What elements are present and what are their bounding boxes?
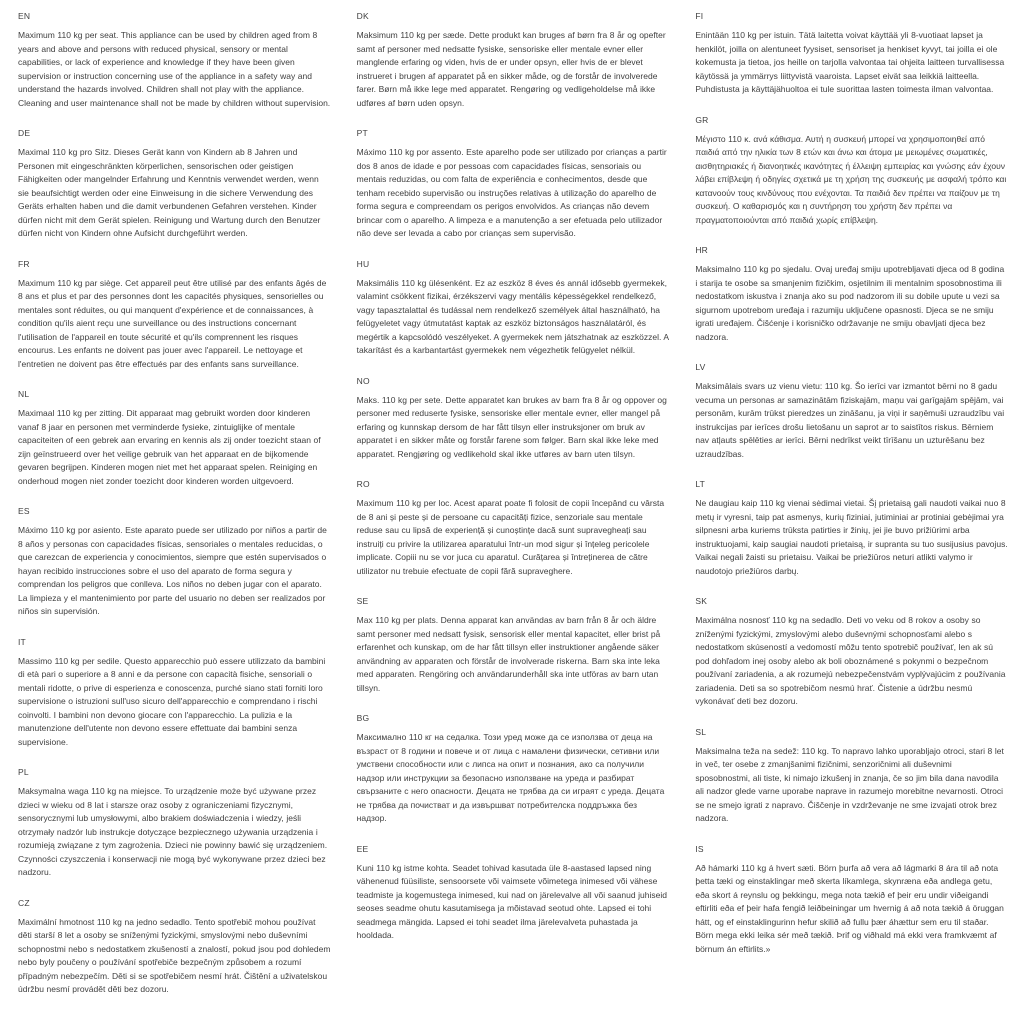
language-text: Máximo 110 kg por asiento. Este aparato puede ser utilizado por niños a partir de 8 años y personas con capacidades físicas, sensoriales o mentales reducidas, o que carezcan de experiencia y conocimientos, siempre que estén supervisados o hayan recibido instrucciones sobre el uso del aparato de forma segura y comprendan los peligros que conlleva. Los niños no deben jugar con el aparato. La limpieza y el mantenimiento por parte del usuario no deben ser realizados por niños sin supervisión. (18, 525, 327, 616)
language-text: Maximálna nosnosť 110 kg na sedadlo. Deti vo veku od 8 rokov a osoby so zníženými fyzickými, zmyslovými alebo duševnými schopnosťami alebo s nedostatkom skúseností a vedomostí môžu tento spotrebič používať, len ak sú pod dohľadom inej osoby alebo ak boli oboznámené s pokynmi o bezpečnom používaní zariadenia, a ak rozumejú nebezpečenstvám vyplývajúcim z používania zariadenia. Deti sa so spotrebičom nesmú hrať. Čistenie a údržbu nesmú vykonávať deti bez dozoru. (695, 615, 1006, 706)
lang-section-ee (357, 843, 670, 943)
lang-section-sl (695, 726, 1008, 826)
language-code: SK (695, 596, 708, 606)
language-text: Maximum 110 kg per loc. Acest aparat poate fi folosit de copii începând cu vârsta de 8 ani și peste și de persoane cu capacități fizice, senzoriale sau mentale reduse sau cu lipsă de experiență și cunoștințe dacă sunt supravegheați sau instruiți cu privire la utilizarea aparatului într-un mod sigur și înțeleg pericolele implicate. Copiii nu se vor juca cu aparatul. Curățarea și întreținerea de către utilizator nu trebuie efectuate de copii fără supraveghere. (356, 498, 665, 576)
language-text: Maksimalno 110 kg po sjedalu. Ovaj uređaj smiju upotrebljavati djeca od 8 godina i starija te osobe sa smanjenim fizičkim, osjetilnim ili mentalnim sposobnostima ili nedostatkom iskustva i znanja ako su pod nadzorom ili su dobile upute u vezi sa sigurnom upotrebom uređaja i razumiju uključene opasnosti. Djeca se ne smiju igrati uređajem. Čišćenje i korisničko održavanje ne smiju obavljati djeca bez nadzora. (695, 264, 1005, 342)
lang-section-is (695, 843, 1008, 957)
language-code: CZ (18, 897, 30, 908)
language-code: DK (356, 11, 369, 21)
lang-section-ro (357, 478, 670, 578)
language-code: BG (356, 713, 370, 723)
lang-section-se (357, 595, 670, 695)
lang-section-de (18, 127, 331, 241)
language-text: Μέγιστο 110 κ. ανά κάθισμα. Αυτή η συσκευή μπορεί να χρησιμοποιηθεί από παιδιά από την ηλικία των 8 ετών και άνω και άτομα με μειωμένες σωματικές, αισθητηριακές ή διανοητικές ικανότητες ή έλλειψη εμπειρίας και γνώσης εάν έχουν λάβει επίβλεψη ή οδηγίες σχετικά με τη χρήση της συσκευής με ασφαλή τρόπο και κατανοούν τους κινδύνους που ενέχονται. Τα παιδιά δεν πρέπει να παίζουν με τη συσκευή. Ο καθαρισμός και η συντήρηση του χρήστη δεν πρέπει να πραγματοποιούνται από παιδιά χωρίς επίβλεψη. (695, 133, 1007, 225)
language-code: PT (356, 128, 368, 138)
language-code: SL (695, 726, 707, 737)
language-text: Massimo 110 kg per sedile. Questo apparecchio può essere utilizzato da bambini di età pari o superiore a 8 anni e da persone con capacità fisiche, sensoriali o mentali ridotte, o prive di esperienza e conoscenza, purché siano stati forniti loro supervisione o istruzioni sull'uso sicuro dell'apparecchio e comprendano i rischi coinvolti. I bambini non devono giocare con l'apparecchio. La pulizia e la manutenzione dell'utente non devono essere effettuate dai bambini senza supervisione. (18, 655, 326, 747)
language-code: ES (18, 506, 30, 516)
lang-section-no (357, 375, 670, 462)
lang-section-lt (695, 478, 1008, 578)
language-code: IT (18, 636, 26, 647)
language-code: DE (18, 128, 31, 138)
language-text: Máximo 110 kg por assento. Este aparelho pode ser utilizado por crianças a partir dos 8 anos de idade e por pessoas com capacidades físicas, sensoriais ou mentais reduzidas, ou com falta de experiência e conhecimentos, desde que tenham recebido supervisão ou instruções relativas à utilização do aparelho de forma segura e compreendam os perigos envolvidos. As crianças não devem brincar com o aparelho. A limpeza e a manutenção a ser efetuada pelo utilizador não deve ser levada a cabo por crianças sem supervisão. (356, 147, 667, 238)
lang-section-cz (18, 897, 331, 997)
language-text: Maximum 110 kg par siège. Cet appareil peut être utilisé par des enfants âgés de 8 ans et plus et par des personnes dont les capacités physiques, sensorielles ou mentales sont réduites, ou qui manquent d'expérience et de connaissances, à condition qu'ils aient reçu une surveillance ou des instructions concernant l'utilisation de l'appareil en toute sécurité et qu'ils comprennent les risques encourus. Les enfants ne doivent pas jouer avec l'appareil. Le nettoyage et l'entretien ne doivent pas être effectués par des enfants sans surveillance. (18, 277, 327, 369)
language-code: FI (695, 11, 704, 21)
column-1 (18, 10, 331, 1014)
language-text: Максимално 110 кг на седалка. Този уред може да се използва от деца на възраст от 8 години и повече и от лица с намалени физически, сетивни или умствени способности или с липса на опит и познания, ако са получили надзор или инструкции за безопасно използване на уреда и разбират свързаните с него опасности. Децата не трябва да си играят с уреда. Децата не трябва да почистват и да извършват потребителска поддръжка без надзор. (356, 732, 665, 823)
column-2 (357, 10, 670, 1014)
language-code: NO (356, 375, 370, 386)
lang-section-lv (695, 361, 1008, 461)
language-code: FR (18, 258, 30, 269)
lang-section-dk (357, 10, 670, 110)
language-code: NL (18, 389, 30, 399)
language-text: Ne daugiau kaip 110 kg vienai sėdimai vietai. Šį prietaisą gali naudoti vaikai nuo 8 metų ir vyresni, taip pat asmenys, kurių fiziniai, jutiminiai ar protiniai gebėjimai yra silpnesni arba kuriems trūksta patirties ir žinių, jei jie buvo prižiūrimi arba instruktuojami, kaip saugiai naudoti prietaisą, ir supranta su tuo susijusius pavojus. Vaikai negali žaisti su prietaisu. Vaikai be priežiūros neturi atlikti valymo ir naudotojo priežiūros darbų. (695, 498, 1008, 576)
lang-section-hu (357, 258, 670, 358)
language-text: Kuni 110 kg istme kohta. Seadet tohivad kasutada üle 8-aastased lapsed ning vähenenud füüsiliste, sensoorsete või vaimsete võimetega inimesed või vähese teadmiste ja kogemustega inimesed, kui nad on järelevalve all või saanud juhiseid seoses seadme ohutu kasutamisega ja mõistavad seotud ohte. Lapsed ei tohi seadmega mängida. Lapsed ei tohi seadet ilma järelevalveta puhastada ja hooldada. (356, 862, 667, 940)
column-3 (695, 10, 1008, 1014)
language-text: Maksimalna teža na sedež: 110 kg. To napravo lahko uporabljajo otroci, stari 8 let in več, ter osebe z zmanjšanimi fizičnimi, senzoričnimi ali duševnimi sposobnostmi, ali tiste, ki nimajo izkušenj in znanja, če so jim bila dana navodila ali nadzor glede varne uporabe naprave in razumejo morebitne nevarnosti. Otroci se ne smejo igrati z napravo. Čiščenje in vzdrževanje ne sme izvajati otrok brez nadzora. (695, 745, 1004, 823)
language-text: Að hámarki 110 kg á hvert sæti. Börn þurfa að vera að lágmarki 8 ára til að nota þetta tæki og einstaklingar með skerta líkamlega, skynræna eða andlega getu, eða skort á reynslu og þekkingu, mega nota tækið ef þeir eru undir viðeigandi eftirliti eða ef þeir hafa fengið leiðbeiningar um hvernig á að nota tækið á öruggan hátt, og ef einstaklingurinn hefur skilið að fullu þær áhættur sem eru til staðar. Börn mega ekki leika sér með tækið. Þrif og viðhald má ekki vera framkvæmt af börnum án eftirlits.» (695, 862, 1004, 954)
language-text: Maximaal 110 kg per zitting. Dit apparaat mag gebruikt worden door kinderen vanaf 8 jaar en personen met verminderde fysieke, zintuiglijke of mentale capaciteiten of een gebrek aan ervaring en kennis als zij onder toezicht staan of zijn geïnstrueerd over het veilige gebruik van het apparaat en de bijkomende gevaren begrijpen. Kinderen mogen niet met het apparaat spelen. Reiniging en onderhoud mogen niet zonder toezicht door kinderen worden uitgevoerd. (18, 408, 321, 486)
language-text: Maksymalna waga 110 kg na miejsce. To urządzenie może być używane przez dzieci w wieku od 8 lat i starsze oraz osoby z ograniczeniami fizycznymi, sensorycznymi lub umysłowymi, albo brakiem doświadczenia i wiedzy, jeśli otrzymały nadzór lub instrukcje dotyczące bezpiecznego używania urządzenia i rozumieją związane z tym zagrożenia. Dzieci nie powinny bawić się urządzeniem. Czynności czyszczenia i konserwacji nie mogą być wykonywane przez dzieci bez nadzoru. (18, 786, 328, 877)
language-text: Maks. 110 kg per sete. Dette apparatet kan brukes av barn fra 8 år og oppover og personer med reduserte fysiske, sensoriske eller mentale evner, eller mangel på erfaring og kunnskap dersom de har fått tilsyn eller instruksjoner om bruk av apparatet i en sikker måte og forstår farene som følger. Barn skal ikke leke med apparatet. Rengjøring og vedlikehold skal ikke utføres av barn uten tilsyn. (356, 394, 667, 459)
language-code: PL (18, 767, 29, 777)
language-code: GR (695, 114, 709, 125)
language-code: RO (356, 479, 370, 489)
language-text: Maksimum 110 kg per sæde. Dette produkt kan bruges af børn fra 8 år og opefter samt af personer med nedsatte fysiske, sensoriske eller mentale evner eller manglende erfaring og viden, hvis de er under opsyn, eller hvis de er blevet instrueret i brugen af apparatet på en sikker måde, og de forstår de involverede farer. Børn må ikke lege med apparatet. Rengøring og vedligeholdelse må ikke udføres af børn uden opsyn. (356, 30, 666, 108)
lang-section-gr (695, 114, 1008, 228)
language-code: EN (18, 11, 31, 21)
language-text: Maximal 110 kg pro Sitz. Dieses Gerät kann von Kindern ab 8 Jahren und Personen mit eingeschränkten körperlichen, sensorischen oder geistigen Fähigkeiten oder mangelnder Erfahrung und Kenntnis verwendet werden, wenn sie beaufsichtigt werden oder eine Einweisung in die sichere Verwendung des Geräts erhalten haben und die damit verbundenen Gefahren verstehen. Kinder dürfen nicht mit dem Gerät spielen. Reinigung und Wartung durch den Benutzer dürfen nicht von Kindern ohne Aufsicht durchgeführt werden. (18, 147, 321, 238)
language-code: LT (695, 479, 706, 489)
lang-section-pt (357, 127, 670, 241)
lang-section-bg (357, 712, 670, 826)
language-code: EE (356, 843, 369, 854)
lang-section-fi (695, 10, 1008, 97)
language-text: Enintään 110 kg per istuin. Tätä laitetta voivat käyttää yli 8-vuotiaat lapset ja henkilöt, joilla on alentuneet fyysiset, sensoriset ja henkiset kyvyt, tai joilla ei ole kokemusta ja tietoa, jos heille on tarjolla valvontaa tai ohjeita laitteen turvallisessa käytössä ja ymmärrys liittyvistä vaaroista. Lapset eivät saa leikkiä laitteella. Puhdistusta ja käyttäjähuoltoa ei tule suorittaa lasten toimesta ilman valvontaa. (695, 30, 1005, 94)
language-text: Max 110 kg per plats. Denna apparat kan användas av barn från 8 år och äldre samt personer med nedsatt fysisk, sensorisk eller mental kapacitet, eller brist på erfarenhet och kunskap, om de har fått tillsyn eller instruktioner angående säker användning av apparaten och förstår de involverade riskerna. Barn ska inte leka med apparaten. Rengöring och användarunderhåll ska inte utföras av barn utan tillsyn. (356, 615, 661, 693)
language-code: IS (695, 843, 704, 854)
lang-section-it (18, 636, 331, 750)
language-code: LV (695, 362, 706, 372)
language-text: Maksimālais svars uz vienu vietu: 110 kg. Šo ierīci var izmantot bērni no 8 gadu vecuma un personas ar samazinātām fiziskajām, maņu vai garīgajām spējām, vai personām, kurām trūkst pieredzes un zināšanu, ja viņi ir saņēmuši uzraudzību vai instrukcijas par ierīces drošu lietošanu un saprot ar to saistītos riskus. Bērniem nav atļauts spēlēties ar ierīci. Bērni nedrīkst veikt tīrīšanu un uzturēšanu bez uzraudzības. (695, 381, 1005, 459)
lang-section-pl (18, 766, 331, 880)
language-text: Maximální hmotnost 110 kg na jedno sedadlo. Tento spotřebič mohou používat děti starší 8 let a osoby se sníženými fyzickými, smyslovými nebo duševními schopnostmi nebo s nedostatkem zkušeností a znalostí, pokud jsou pod dohledem nebo byly poučeny o používání spotřebiče bezpečným způsobem a rozumí případným nebezpečím. Děti si se spotřebičem nesmí hrát. Čištění a uživatelskou údržbu nesmí provádět děti bez dozoru. (18, 916, 331, 994)
language-code: SE (356, 596, 369, 606)
lang-section-sk (695, 595, 1008, 709)
language-code: HU (356, 258, 370, 269)
lang-section-fr (18, 258, 331, 372)
lang-section-nl (18, 388, 331, 488)
language-text: Maksimális 110 kg ülésenként. Ez az eszköz 8 éves és annál idősebb gyermekek, valamint csökkent fizikai, érzékszervi vagy mentális képességekkel rendelkező, vagy tapasztalattal és tudással nem rendelkező személyek által használható, ha felügyeletet vagy útmutatást kaptak az eszköz biztonságos használatáról, és megértik a kapcsolódó veszélyeket. A gyermekek nem játszhatnak az eszközzel. A takarítást és a karbantartást gyermekek nem végezhetik felügyelet nélkül. (356, 277, 669, 355)
language-text: Maximum 110 kg per seat. This appliance can be used by children aged from 8 years and above and persons with reduced physical, sensory or mental capabilities, or lack of experience and knowledge if they have been given supervision or instruction concerning use of the appliance in a safety way and understand the hazards involved. Children shall not play with the appliance. Cleaning and user maintenance shall not be made by children without supervision. (18, 30, 331, 108)
lang-section-en (18, 10, 331, 110)
language-code: HR (695, 245, 709, 255)
lang-section-es (18, 505, 331, 619)
lang-section-hr (695, 244, 1008, 344)
